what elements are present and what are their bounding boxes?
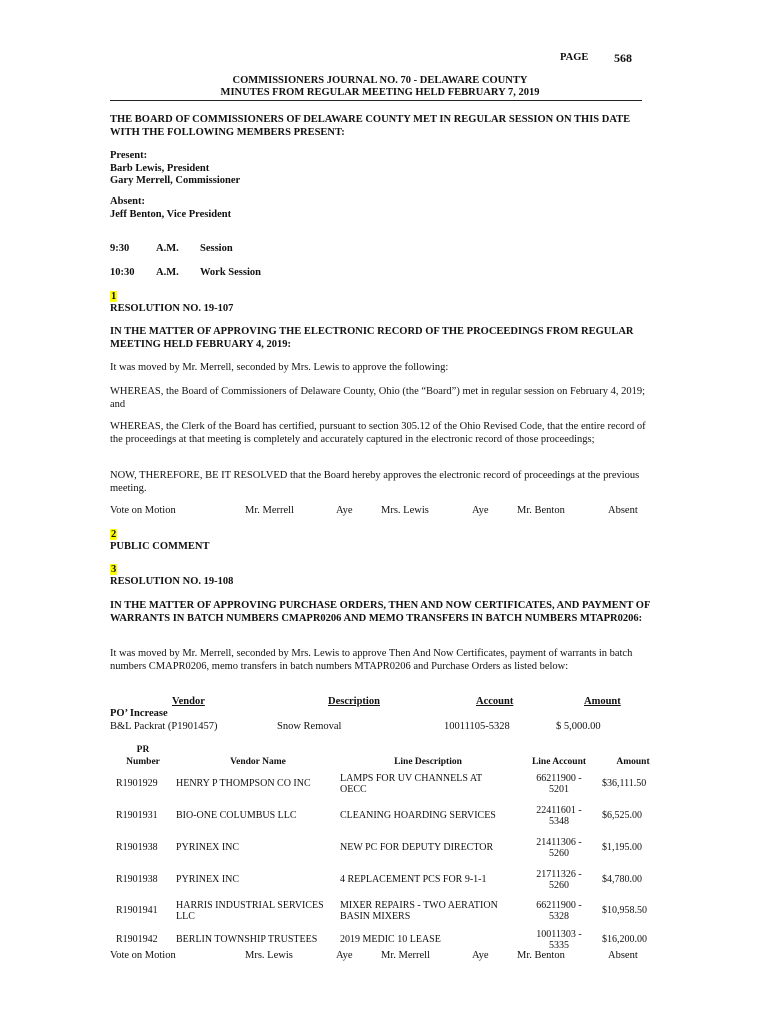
vote-value: Aye xyxy=(472,505,489,516)
po-increase-row xyxy=(110,721,650,735)
line-description-cell: NEW PC FOR DEPUTY DIRECTOR xyxy=(340,842,494,854)
vendor-name-cell: HARRIS INDUSTRIAL SERVICES LLC xyxy=(176,899,324,922)
voter-name: Mr. Merrell xyxy=(245,505,294,516)
vote-value: Aye xyxy=(336,505,353,516)
col-header-vendor-name: Vendor Name xyxy=(230,756,286,767)
vote-value: Absent xyxy=(608,950,638,961)
item-number: 3 xyxy=(111,564,117,575)
session-name: Session xyxy=(200,243,233,254)
amount-cell: $16,200.00 xyxy=(602,934,647,946)
line-account-cell: 10011303 - 5335 xyxy=(536,928,582,951)
intro-paragraph: THE BOARD OF COMMISSIONERS OF DELAWARE COUNTY MET IN REGULAR SESSION ON THIS DATE WITH THE FOLLOWING MEMBERS PRESENT: xyxy=(110,114,631,138)
present-member: Gary Merrell, Commissioner xyxy=(110,175,241,186)
vendor-name-cell: PYRINEX INC xyxy=(176,874,240,886)
pr-number-cell: R1901931 xyxy=(116,810,158,822)
po-description: Snow Removal xyxy=(277,721,342,732)
amount-cell: $10,958.50 xyxy=(602,905,647,917)
line-account-cell: 66211900 - 5328 xyxy=(536,899,582,922)
resolution-number: RESOLUTION NO. 19-108 xyxy=(110,576,234,587)
po-header-vendor: Vendor xyxy=(172,696,205,707)
pr-number-cell: R1901938 xyxy=(116,874,158,886)
table-header-row xyxy=(110,742,664,768)
resolution-number: RESOLUTION NO. 19-107 xyxy=(110,303,234,314)
vendor-name-cell: BIO-ONE COLUMBUS LLC xyxy=(176,810,297,822)
voter-name: Mrs. Lewis xyxy=(245,950,293,961)
session-ampm: A.M. xyxy=(156,267,179,278)
session-row xyxy=(110,267,650,281)
po-header-account: Account xyxy=(476,696,514,707)
whereas-paragraph: WHEREAS, the Clerk of the Board has certified, pursuant to section 305.12 of the Ohio Revised Code, that the entire record of the proceedings at that meeting is completely and accurately captured in the electronic record of those proceedings; xyxy=(110,421,646,445)
po-vendor: B&L Packrat (P1901457) xyxy=(110,721,218,732)
session-row xyxy=(110,243,650,257)
vote-row xyxy=(110,950,650,964)
po-increase-label: PO’ Increase xyxy=(110,708,168,719)
vendor-name-cell: HENRY P THOMPSON CO INC xyxy=(176,778,311,790)
table-row xyxy=(110,800,664,832)
resolution-title: IN THE MATTER OF APPROVING PURCHASE ORDERS, THEN AND NOW CERTIFICATES, AND PAYMENT OF WARRANTS IN BATCH NUMBERS CMAPR0206 AND MEMO TRANSFERS IN BATCH NUMBERS MTAPR0206: xyxy=(110,600,650,624)
vote-value: Absent xyxy=(608,505,638,516)
vote-value: Aye xyxy=(472,950,489,961)
amount-cell: $4,780.00 xyxy=(602,874,642,886)
journal-title: COMMISSIONERS JOURNAL NO. 70 - DELAWARE COUNTY xyxy=(232,75,528,86)
col-header-line-description: Line Description xyxy=(394,756,462,767)
voter-name: Mr. Benton xyxy=(517,950,565,961)
vendor-name-cell: PYRINEX INC xyxy=(176,842,240,854)
item-number: 2 xyxy=(111,529,117,540)
pr-number-cell: R1901941 xyxy=(116,905,158,917)
vote-row xyxy=(110,505,650,519)
page-label: PAGE xyxy=(560,52,589,63)
line-description-cell: CLEANING HOARDING SERVICES xyxy=(340,810,496,822)
po-header-row xyxy=(110,696,650,710)
line-account-cell: 21411306 - 5260 xyxy=(536,836,582,859)
vendor-name-cell: BERLIN TOWNSHIP TRUSTEES xyxy=(176,934,318,946)
minutes-title: MINUTES FROM REGULAR MEETING HELD FEBRUARY 7, 2019 xyxy=(220,87,540,98)
voter-name: Mrs. Lewis xyxy=(381,505,429,516)
session-ampm: A.M. xyxy=(156,243,179,254)
purchase-requisition-table xyxy=(110,742,664,954)
voter-name: Mr. Merrell xyxy=(381,950,430,961)
po-header-amount: Amount xyxy=(584,696,621,707)
voter-name: Mr. Benton xyxy=(517,505,565,516)
line-description-cell: 4 REPLACEMENT PCS FOR 9-1-1 xyxy=(340,874,487,886)
page-number: 568 xyxy=(614,51,632,65)
item-number: 1 xyxy=(111,291,117,302)
session-time: 9:30 xyxy=(110,243,130,254)
table-row xyxy=(110,768,664,800)
po-amount: $ 5,000.00 xyxy=(556,721,601,732)
po-header-description: Description xyxy=(328,696,380,707)
col-header-amount: Amount xyxy=(616,756,650,767)
present-member: Barb Lewis, President xyxy=(110,162,210,174)
amount-cell: $6,525.00 xyxy=(602,810,642,822)
whereas-paragraph: WHEREAS, the Board of Commissioners of Delaware County, Ohio (the “Board”) met in regular session on February 4, 2019; and xyxy=(110,386,646,410)
present-label: Present: xyxy=(110,150,148,161)
item-title: PUBLIC COMMENT xyxy=(110,541,210,552)
col-header-line-account: Line Account xyxy=(531,756,587,767)
absent-list xyxy=(110,196,650,221)
col-header-pr-number: PR Number xyxy=(126,745,160,767)
amount-cell: $36,111.50 xyxy=(602,778,647,790)
amount-cell: $1,195.00 xyxy=(602,842,642,854)
present-list xyxy=(110,150,650,188)
line-description-cell: 2019 MEDIC 10 LEASE xyxy=(340,934,441,946)
line-description-cell: LAMPS FOR UV CHANNELS AT OECC xyxy=(340,772,482,795)
absent-label: Absent: xyxy=(110,196,146,207)
header-rule xyxy=(110,100,642,101)
pr-number-cell: R1901938 xyxy=(116,842,158,854)
table-row xyxy=(110,896,664,926)
vote-label: Vote on Motion xyxy=(110,505,176,516)
pr-number-cell: R1901929 xyxy=(116,778,158,790)
line-account-cell: 21711326 - 5260 xyxy=(536,868,582,891)
vote-label: Vote on Motion xyxy=(110,950,176,961)
line-account-cell: 22411601 - 5348 xyxy=(536,804,582,827)
po-account: 10011105-5328 xyxy=(444,721,510,732)
resolved-paragraph: NOW, THEREFORE, BE IT RESOLVED that the Board hereby approves the electronic record of proceedings at the previous meeting. xyxy=(110,470,640,494)
session-name: Work Session xyxy=(200,267,261,278)
pr-number-cell: R1901942 xyxy=(116,934,158,946)
vote-value: Aye xyxy=(336,950,353,961)
table-row xyxy=(110,864,664,896)
session-time: 10:30 xyxy=(110,267,135,278)
line-account-cell: 66211900 - 5201 xyxy=(536,772,582,795)
absent-member: Jeff Benton, Vice President xyxy=(110,208,232,220)
motion-text: It was moved by Mr. Merrell, seconded by Mrs. Lewis to approve Then And Now Certificates, payment of warrants in batch numbers CMAPR0206, memo transfers in batch numbers MTAPR0206 and Purchase Orders as listed below: xyxy=(110,648,633,672)
motion-text: It was moved by Mr. Merrell, seconded by Mrs. Lewis to approve the following: xyxy=(110,362,449,373)
table-row xyxy=(110,832,664,864)
resolution-title: IN THE MATTER OF APPROVING THE ELECTRONIC RECORD OF THE PROCEEDINGS FROM REGULAR MEETING HELD FEBRUARY 4, 2019: xyxy=(110,326,634,350)
line-description-cell: MIXER REPAIRS - TWO AERATION BASIN MIXERS xyxy=(340,899,498,922)
